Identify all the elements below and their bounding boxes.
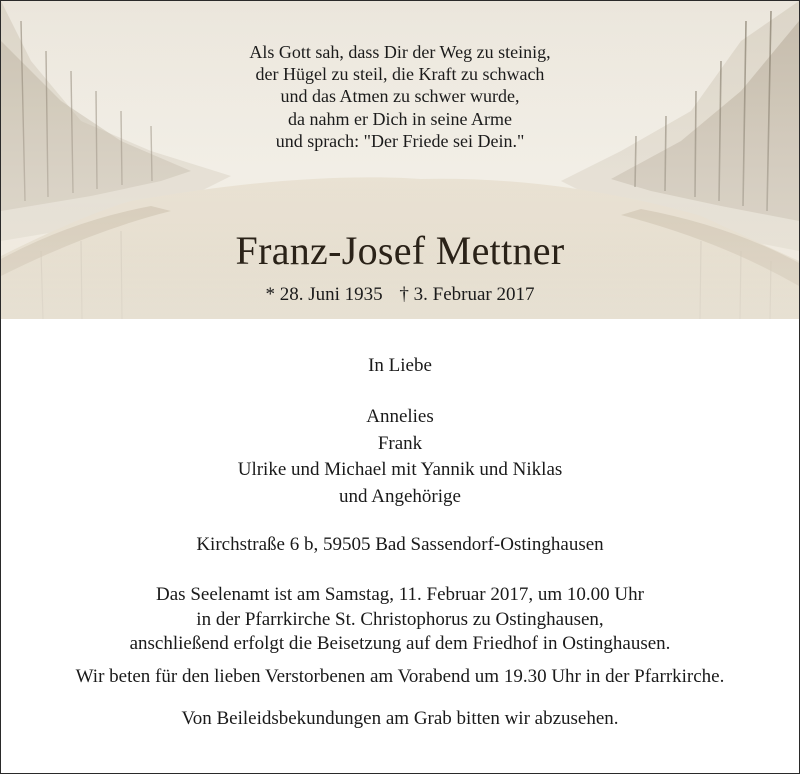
birth-date: * 28. Juni 1935 xyxy=(265,284,383,305)
condolence-note: Von Beileidsbekundungen am Grab bitten wir abzusehen. xyxy=(181,708,619,729)
life-dates xyxy=(1,284,799,306)
mourner: und Angehörige xyxy=(339,485,461,507)
death-date: † 3. Februar 2017 xyxy=(399,284,535,305)
deceased-name: Franz-Josef Mettner xyxy=(235,228,565,273)
header-landscape-image xyxy=(1,1,799,319)
mourner: Annelies xyxy=(366,406,434,427)
address: Kirchstraße 6 b, 59505 Bad Sassendorf-Ostinghausen xyxy=(196,534,604,555)
mourner: Ulrike und Michael mit Yannik und Niklas xyxy=(237,459,563,480)
poem xyxy=(1,41,799,152)
in-love-heading: In Liebe xyxy=(368,355,432,376)
mourners-list xyxy=(0,404,800,510)
poem-line: Als Gott sah, dass Dir der Weg zu steinig, xyxy=(249,42,551,62)
service-line: Das Seelenamt ist am Samstag, 11. Februar 2017, um 10.00 Uhr xyxy=(156,584,644,605)
mourner: Frank xyxy=(377,432,423,454)
poem-line: und sprach: "Der Friede sei Dein." xyxy=(275,130,525,151)
service-info xyxy=(0,583,800,657)
poem-line: der Hügel zu steil, die Kraft zu schwach xyxy=(255,64,545,85)
service-line: in der Pfarrkirche St. Christophorus zu Ostinghausen, xyxy=(196,608,604,630)
poem-line: da nahm er Dich in seine Arme xyxy=(288,108,512,129)
poem-line: und das Atmen zu schwer wurde, xyxy=(280,86,520,107)
service-line: anschließend erfolgt die Beisetzung auf dem Friedhof in Ostinghausen. xyxy=(129,633,671,654)
prayer-info: Wir beten für den lieben Verstorbenen am Vorabend um 19.30 Uhr in der Pfarrkirche. xyxy=(75,666,725,687)
